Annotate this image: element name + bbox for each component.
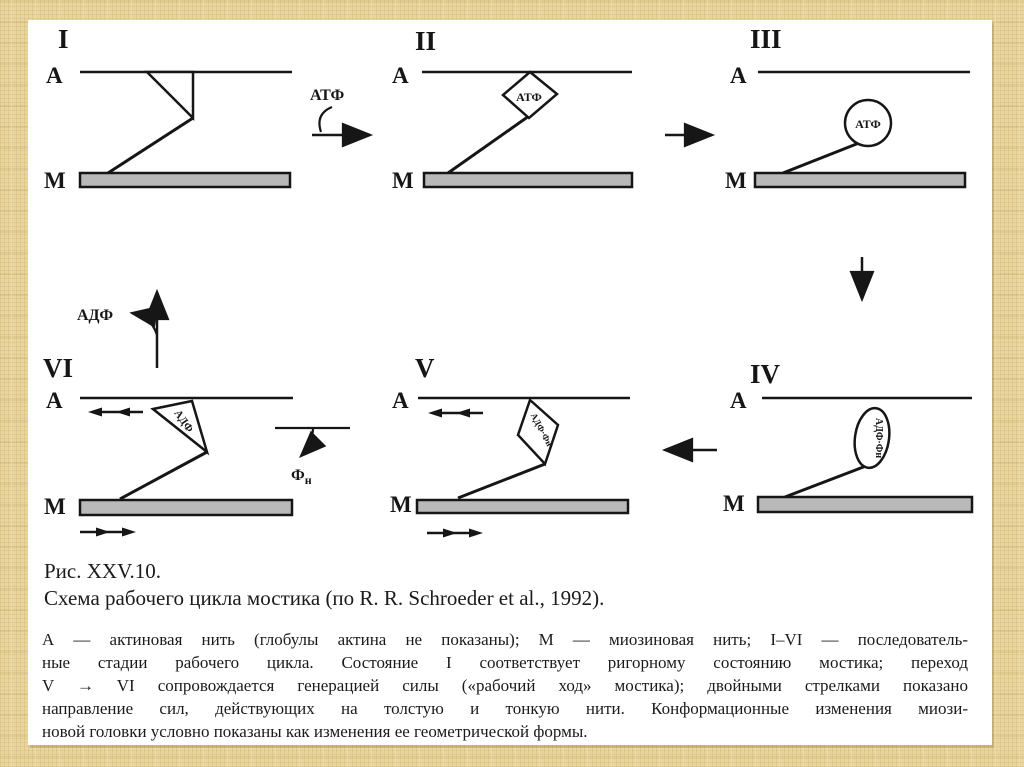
atp-in-curve bbox=[319, 107, 332, 132]
legend-line-5: новой головки условно показаны как изменения ее геометрической формы. bbox=[42, 722, 588, 741]
legend-line-2: ные стадии рабочего цикла. Состояние I соответствует ригорному состоянию мостика; переход bbox=[42, 653, 968, 672]
stage-1-myosin-stalk bbox=[108, 118, 193, 173]
stage-6-myosin-stalk bbox=[120, 452, 207, 499]
legend-line-3: V → VI сопровождается генерацией силы («рабочий ход» мостика); двойными стрелками показано bbox=[42, 676, 968, 695]
stage-3-myosin-filament bbox=[755, 173, 965, 187]
stage-3-actin-label: А bbox=[730, 63, 747, 88]
slide bbox=[28, 20, 992, 745]
stage-4-group bbox=[723, 359, 972, 516]
stage-3-atp-label: АТФ bbox=[855, 117, 881, 131]
stage-6-actin-label: А bbox=[46, 388, 63, 413]
stage-2-myosin-stalk bbox=[448, 116, 529, 173]
stage-5-adp-pi-label: АДФ·Фн bbox=[528, 411, 555, 448]
stage-3-myosin-stalk bbox=[783, 143, 859, 173]
stage-4-myosin-filament bbox=[758, 497, 972, 512]
crossbridge-cycle-diagram bbox=[28, 20, 992, 555]
stage-1-myosin-label: М bbox=[44, 168, 66, 193]
figure-caption bbox=[44, 558, 974, 612]
stage-4-myosin-stalk bbox=[785, 466, 866, 497]
stage-6-myosin-label: М bbox=[44, 494, 66, 519]
figure-title: Схема рабочего цикла мостика (по R. R. Schroeder et al., 1992). bbox=[44, 586, 605, 610]
stage-6-actin-force-arrows bbox=[88, 408, 143, 417]
adp-release-curve bbox=[132, 313, 157, 335]
stage-4-actin-label: А bbox=[730, 388, 747, 413]
stage-1-myosin-filament bbox=[80, 173, 290, 187]
figure-legend bbox=[42, 628, 968, 743]
pi-release-curve bbox=[301, 429, 313, 456]
stage-6-group bbox=[43, 353, 293, 537]
stage-2-myosin-label: М bbox=[392, 168, 414, 193]
legend-line-1: А — актиновая нить (глобулы актина не показаны); М — миозиновая нить; I–VI — последователь- bbox=[42, 630, 968, 649]
stage-3-group bbox=[725, 24, 970, 193]
stage-4-adp-pi-label: АДФ·Фн bbox=[873, 417, 884, 459]
stage-2-atp-label: АТФ bbox=[516, 90, 542, 104]
figure-number: Рис. XXV.10. bbox=[44, 559, 162, 583]
pi-label: $Ф_н$ bbox=[291, 467, 312, 487]
stage-5-myosin-label: М bbox=[390, 492, 412, 517]
stage-5-actin-label: А bbox=[392, 388, 409, 413]
stage-2-myosin-filament bbox=[424, 173, 632, 187]
stage-4-numeral: IV bbox=[750, 359, 781, 389]
stage-6-myosin-force-arrows bbox=[80, 528, 136, 537]
legend-line-4: направление сил, действующих на толстую и тонкую нити. Конформационные изменения миози- bbox=[42, 699, 968, 718]
stage-2-numeral: II bbox=[415, 26, 437, 56]
stage-4-myosin-head-adp-pi bbox=[851, 406, 893, 470]
stage-6-numeral: VI bbox=[43, 353, 74, 383]
stage-5-myosin-force-arrows bbox=[427, 529, 483, 538]
stage-5-actin-force-arrows bbox=[428, 409, 483, 418]
stage-6-myosin-filament bbox=[80, 500, 292, 515]
stage-1-group bbox=[44, 24, 292, 193]
stage-6-adp-label: АДФ bbox=[171, 407, 196, 435]
stage-5-myosin-filament bbox=[417, 500, 628, 513]
stage-1-myosin-head bbox=[147, 72, 193, 118]
stage-1-numeral: I bbox=[58, 24, 69, 54]
stage-3-myosin-label: М bbox=[725, 168, 747, 193]
stage-5-myosin-stalk bbox=[458, 464, 545, 498]
stage-4-myosin-label: М bbox=[723, 491, 745, 516]
adp-release-group bbox=[77, 292, 157, 368]
stage-2-actin-label: А bbox=[392, 63, 409, 88]
atp-in-label: АТФ bbox=[310, 87, 345, 104]
adp-out-label: АДФ bbox=[77, 307, 114, 324]
transition-1-2-group bbox=[310, 87, 370, 135]
stage-2-group bbox=[392, 26, 632, 193]
transition-5-6-group bbox=[275, 428, 350, 487]
stage-5-group bbox=[390, 353, 630, 538]
stage-1-actin-label: А bbox=[46, 63, 63, 88]
stage-5-numeral: V bbox=[415, 353, 435, 383]
stage-3-numeral: III bbox=[750, 24, 782, 54]
